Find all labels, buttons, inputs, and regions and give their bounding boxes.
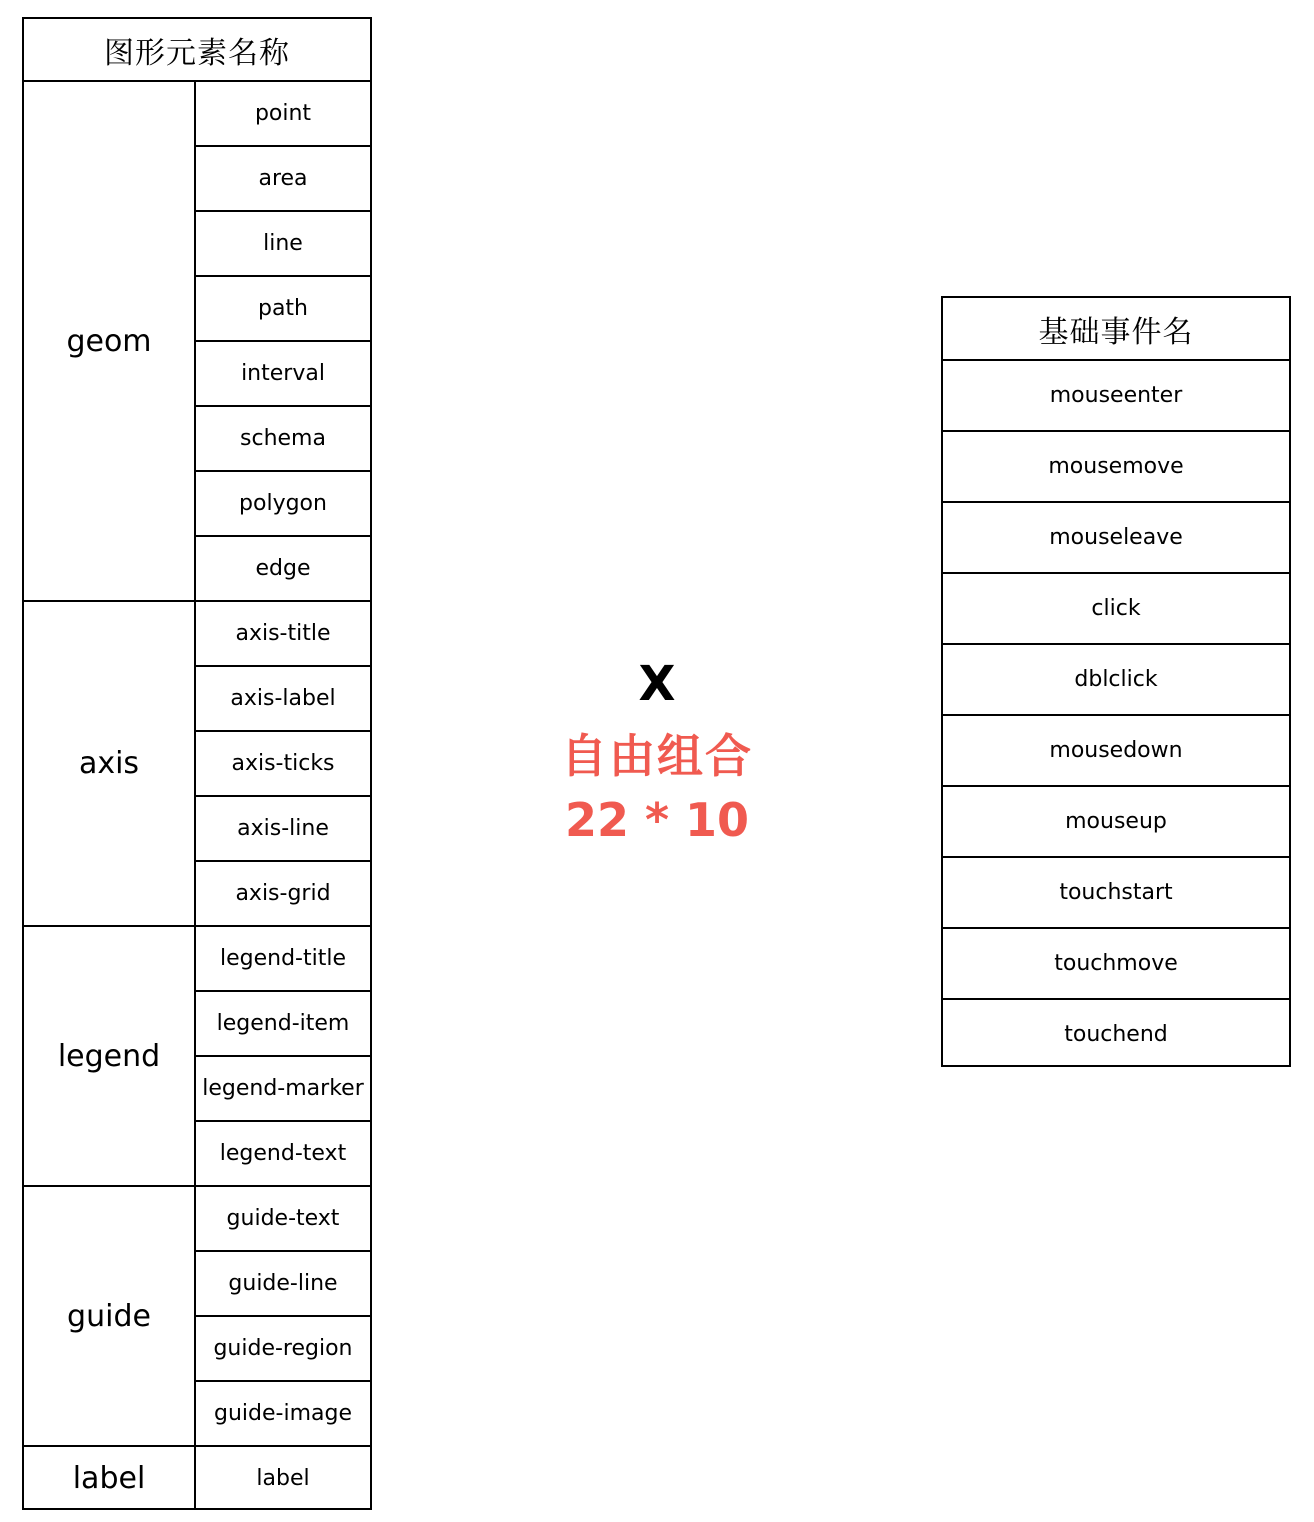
element-item-point: point — [196, 82, 370, 147]
element-item-legend-title: legend-title — [196, 927, 370, 992]
element-item-axis-grid: axis-grid — [196, 862, 370, 927]
element-item-axis-title: axis-title — [196, 602, 370, 667]
element-name-table — [22, 17, 372, 1510]
element-item-label: label — [256, 1466, 310, 1491]
element-item-axis-label: axis-label — [196, 667, 370, 732]
element-item-edge: edge — [196, 537, 370, 602]
event-item-click: click — [943, 574, 1289, 645]
event-item-touchend: touchend — [1064, 1022, 1168, 1047]
event-item-mouseenter: mouseenter — [943, 361, 1289, 432]
event-item-touchmove: touchmove — [943, 929, 1289, 1000]
element-item-guide-line: guide-line — [196, 1252, 370, 1317]
element-item-axis-line: axis-line — [196, 797, 370, 862]
event-name-table-header: 基础事件名 — [943, 298, 1289, 361]
element-item-axis-ticks: axis-ticks — [196, 732, 370, 797]
element-item-polygon: polygon — [196, 472, 370, 537]
element-item-path: path — [196, 277, 370, 342]
event-item-dblclick: dblclick — [943, 645, 1289, 716]
element-item-guide-region: guide-region — [196, 1317, 370, 1382]
group-cell-label: label — [24, 1447, 196, 1510]
event-item-mousemove: mousemove — [943, 432, 1289, 503]
element-item-area: area — [196, 147, 370, 212]
event-item-mouseleave: mouseleave — [943, 503, 1289, 574]
element-item-legend-marker: legend-marker — [196, 1057, 370, 1122]
element-item-guide-image: guide-image — [196, 1382, 370, 1447]
event-name-table — [941, 296, 1291, 1067]
element-item-legend-item: legend-item — [196, 992, 370, 1057]
element-item-interval: interval — [196, 342, 370, 407]
group-cell-guide: guide — [24, 1187, 196, 1447]
group-cell-geom: geom — [24, 82, 196, 602]
event-item-touchstart: touchstart — [943, 858, 1289, 929]
cross-operator: X — [638, 656, 676, 712]
event-item-mouseup: mouseup — [943, 787, 1289, 858]
group-cell-legend: legend — [24, 927, 196, 1187]
element-item-schema: schema — [196, 407, 370, 472]
event-item-mousedown: mousedown — [943, 716, 1289, 787]
combination-count: 22 * 10 — [564, 793, 750, 847]
element-item-line: line — [196, 212, 370, 277]
element-item-guide-text: guide-text — [196, 1187, 370, 1252]
element-name-table-header: 图形元素名称 — [24, 19, 370, 82]
combination-label: 自由组合 — [561, 729, 753, 783]
element-item-legend-text: legend-text — [196, 1122, 370, 1187]
group-cell-axis: axis — [24, 602, 196, 927]
